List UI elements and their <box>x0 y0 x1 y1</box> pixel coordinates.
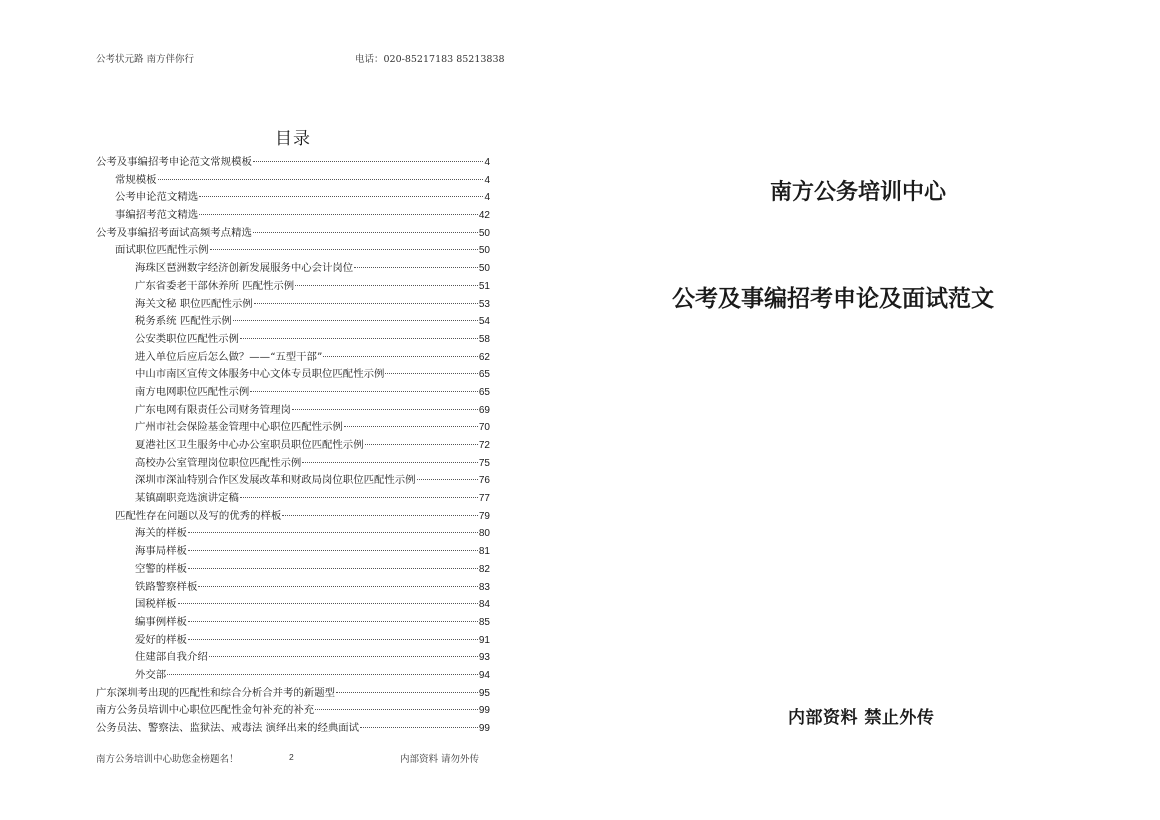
toc-entry[interactable] <box>96 490 490 508</box>
toc-leader-dots <box>254 303 478 304</box>
toc-entry-page: 50 <box>478 263 490 275</box>
toc-entry-title: 匹配性存在问题以及写的优秀的样板 <box>115 509 282 522</box>
toc-entry-page: 4 <box>484 157 490 168</box>
toc-entry[interactable] <box>96 331 490 349</box>
cover-organization: 南方公务培训中心 <box>770 179 947 205</box>
toc-entry[interactable] <box>96 225 490 243</box>
toc-entry-title: 海关的样板 <box>135 527 187 540</box>
toc-entry[interactable] <box>96 207 490 225</box>
cover-title: 公考及事编招考申论及面试范文 <box>672 285 994 312</box>
toc-entry-title: 公考及事编招考申论范文常规模板 <box>96 156 252 168</box>
toc-entry-title: 海关文秘 职位匹配性示例 <box>135 297 253 310</box>
toc-entry-page: 85 <box>478 616 490 628</box>
toc-entry-title: 空警的样板 <box>135 562 187 575</box>
header-phone: 电话：020-85217183 85213838 <box>355 54 505 65</box>
toc-entry[interactable] <box>96 720 490 738</box>
toc-entry[interactable] <box>96 561 490 579</box>
toc-entry[interactable] <box>96 172 490 190</box>
toc-entry-title: 海珠区琶洲数字经济创新发展服务中心会计岗位 <box>135 262 354 275</box>
toc-entry[interactable] <box>96 189 490 207</box>
toc-entry[interactable] <box>96 685 490 703</box>
toc-leader-dots <box>240 497 478 498</box>
toc-leader-dots <box>365 444 478 445</box>
toc-entry[interactable] <box>96 154 490 172</box>
toc-entry-title: 深圳市深汕特别合作区发展改革和财政局岗位职位匹配性示例 <box>135 474 416 487</box>
toc-leader-dots <box>292 409 478 410</box>
toc-entry-page: 65 <box>478 369 490 381</box>
cover-confidential-note: 内部资料 禁止外传 <box>788 708 935 728</box>
toc-entry-title: 海事局样板 <box>135 545 187 558</box>
toc-entry-page: 54 <box>478 316 490 328</box>
toc-entry-page: 91 <box>478 634 490 646</box>
toc-entry[interactable] <box>96 419 490 437</box>
toc-entry-page: 70 <box>478 422 490 434</box>
toc-entry-page: 94 <box>478 669 490 681</box>
toc-entry[interactable] <box>96 543 490 561</box>
toc-entry-page: 58 <box>478 333 490 345</box>
toc-leader-dots <box>240 338 478 339</box>
toc-leader-dots <box>336 692 478 693</box>
toc-leader-dots <box>253 161 484 162</box>
toc-entry-title: 铁路警察样板 <box>135 580 198 593</box>
toc-entry-page: 99 <box>478 723 490 734</box>
toc-leader-dots <box>210 249 478 250</box>
toc-entry-title: 住建部自我介绍 <box>135 651 208 664</box>
toc-entry-title: 公考及事编招考面试高频考点精选 <box>96 226 252 239</box>
toc-entry[interactable] <box>96 667 490 685</box>
toc-entry-title: 广东省委老干部休养所 匹配性示例 <box>135 279 295 292</box>
toc-leader-dots <box>295 285 478 286</box>
toc-entry[interactable] <box>96 579 490 597</box>
toc-entry-title: 国税样板 <box>135 598 177 611</box>
toc-entry-page: 80 <box>478 528 490 540</box>
header-slogan: 公考状元路 南方伴你行 <box>96 54 195 65</box>
toc-entry-page: 84 <box>478 599 490 611</box>
toc-entry-page: 76 <box>478 475 490 487</box>
toc-entry-title: 某镇副职竞选演讲定稿 <box>135 492 239 505</box>
toc-entry-title: 面试职位匹配性示例 <box>115 244 209 257</box>
toc-entry-page: 93 <box>478 652 490 664</box>
toc-entry-page: 51 <box>478 280 490 292</box>
footer-confidential: 内部资料 请勿外传 <box>400 754 480 765</box>
toc-leader-dots <box>253 232 478 233</box>
toc-entry-page: 83 <box>478 581 490 593</box>
toc-entry-title: 常规模板 <box>115 173 157 186</box>
right-page <box>580 0 1160 820</box>
toc-entry-page: 95 <box>478 687 490 699</box>
toc-leader-dots <box>178 603 478 604</box>
footer-slogan: 南方公务培训中心助您金榜题名！ <box>96 754 239 765</box>
toc-leader-dots <box>188 550 478 551</box>
toc-entry-page: 42 <box>478 210 490 222</box>
toc-entry[interactable] <box>96 614 490 632</box>
toc-leader-dots <box>233 320 478 321</box>
toc-entry[interactable] <box>96 437 490 455</box>
table-of-contents <box>96 154 490 738</box>
toc-leader-dots <box>344 426 478 427</box>
toc-entry-title: 广州市社会保险基金管理中心职位匹配性示例 <box>135 421 343 434</box>
toc-leader-dots <box>209 656 478 657</box>
toc-entry-page: 77 <box>478 493 490 505</box>
toc-leader-dots <box>198 586 478 587</box>
toc-leader-dots <box>282 515 478 516</box>
toc-entry[interactable] <box>96 313 490 331</box>
toc-entry-title: 广东电网有限责任公司财务管理岗 <box>135 403 291 416</box>
toc-entry[interactable] <box>96 596 490 614</box>
toc-entry[interactable] <box>96 702 490 720</box>
toc-entry-title: 公安类职位匹配性示例 <box>135 332 239 345</box>
toc-entry-title: 南方电网职位匹配性示例 <box>135 385 250 398</box>
toc-entry-title: 税务系统 匹配性示例 <box>135 315 232 328</box>
toc-entry-page: 75 <box>478 457 490 469</box>
toc-leader-dots <box>354 267 478 268</box>
toc-entry-title: 公务员法、警察法、监狱法、戒毒法 演绎出来的经典面试 <box>96 722 360 734</box>
toc-leader-dots <box>199 214 478 215</box>
toc-leader-dots <box>417 479 478 480</box>
toc-leader-dots <box>323 356 478 357</box>
toc-leader-dots <box>188 621 478 622</box>
toc-entry-page: 53 <box>478 298 490 310</box>
toc-entry[interactable] <box>96 525 490 543</box>
toc-leader-dots <box>250 391 478 392</box>
toc-entry[interactable] <box>96 349 490 367</box>
toc-entry-title: 广东深圳考出现的匹配性和综合分析合并考的新题型 <box>96 686 335 699</box>
toc-entry[interactable] <box>96 242 490 260</box>
toc-leader-dots <box>360 727 478 728</box>
toc-entry-page: 82 <box>478 563 490 575</box>
toc-entry-title: 公考申论范文精选 <box>115 191 199 204</box>
toc-entry[interactable] <box>96 278 490 296</box>
toc-entry-page: 79 <box>478 510 490 522</box>
toc-entry[interactable] <box>96 402 490 420</box>
toc-entry-page: 50 <box>478 227 490 239</box>
toc-entry[interactable] <box>96 384 490 402</box>
toc-leader-dots <box>188 532 478 533</box>
toc-entry-page: 65 <box>478 386 490 398</box>
toc-leader-dots <box>302 462 478 463</box>
toc-leader-dots <box>158 179 484 180</box>
toc-title: 目录 <box>275 129 311 149</box>
toc-entry[interactable] <box>96 366 490 384</box>
toc-entry-page: 81 <box>478 546 490 558</box>
toc-entry-title: 中山市南区宣传文体服务中心文体专员职位匹配性示例 <box>135 368 385 381</box>
toc-entry[interactable] <box>96 508 490 526</box>
toc-leader-dots <box>188 639 478 640</box>
toc-entry-title: 进入单位后应后怎么做？——“五型干部” <box>135 350 323 363</box>
footer-page-number: 2 <box>289 752 294 762</box>
toc-entry-page: 50 <box>478 245 490 257</box>
toc-leader-dots <box>199 196 483 197</box>
toc-entry-title: 高校办公室管理岗位职位匹配性示例 <box>135 456 302 469</box>
toc-entry-page: 62 <box>478 351 490 363</box>
toc-entry[interactable] <box>96 296 490 314</box>
toc-leader-dots <box>167 674 478 675</box>
toc-entry[interactable] <box>96 632 490 650</box>
toc-leader-dots <box>385 373 478 374</box>
toc-entry-page: 72 <box>478 440 490 451</box>
toc-leader-dots <box>188 568 478 569</box>
toc-entry-page: 4 <box>484 192 490 204</box>
toc-entry[interactable] <box>96 455 490 473</box>
toc-entry-title: 事编招考范文精选 <box>115 209 199 222</box>
toc-entry-title: 外交部 <box>135 668 167 681</box>
toc-entry[interactable] <box>96 472 490 490</box>
toc-entry-page: 99 <box>478 705 490 717</box>
toc-entry-title: 夏港社区卫生服务中心办公室职员职位匹配性示例 <box>135 439 364 451</box>
toc-entry-page: 69 <box>478 404 490 416</box>
toc-entry[interactable] <box>96 649 490 667</box>
toc-entry-title: 编事例样板 <box>135 615 187 628</box>
toc-leader-dots <box>315 709 478 710</box>
toc-entry[interactable] <box>96 260 490 278</box>
toc-entry-page: 4 <box>484 174 490 186</box>
toc-entry-title: 爱好的样板 <box>135 633 187 646</box>
toc-entry-title: 南方公务员培训中心职位匹配性金句补充的补充 <box>96 704 315 717</box>
